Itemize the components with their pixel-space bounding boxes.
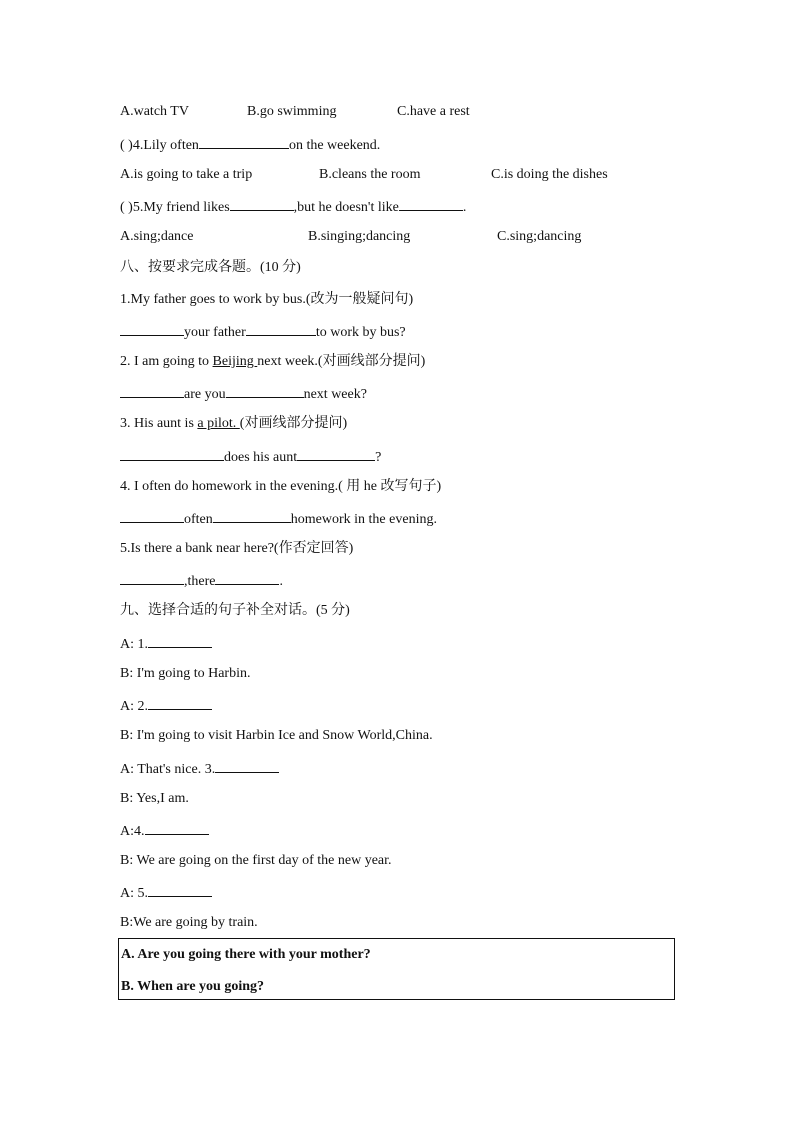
s8-q1-blank-1[interactable] — [120, 321, 184, 336]
s8-q4-blank-2[interactable] — [213, 508, 291, 523]
s8-q2-prompt-post: next week.(对画线部分提问) — [257, 354, 426, 369]
choice-a: A. Are you going there with your mother? — [121, 947, 371, 962]
q3-option-c: C.have a rest — [397, 104, 470, 119]
dialogue-line-3 — [120, 695, 212, 717]
dialogue-line-9 — [120, 882, 212, 904]
dialogue-text: A:4. — [120, 824, 145, 839]
s8-q5-text-end: . — [279, 574, 283, 589]
s8-q3-answer — [120, 446, 381, 468]
dialogue-blank-4[interactable] — [145, 820, 209, 835]
q4-text-after: on the weekend. — [288, 138, 381, 153]
section8-heading: 八、按要求完成各题。(10 分) — [120, 260, 301, 275]
q5-blank-1[interactable] — [230, 196, 294, 211]
s8-q4-blank-1[interactable] — [120, 508, 184, 523]
s8-q3-blank-2[interactable] — [297, 446, 375, 461]
s8-q4-answer — [120, 508, 437, 530]
dialogue-line-10: B:We are going by train. — [120, 915, 258, 930]
q5-option-c: C.sing;dancing — [497, 229, 582, 244]
s8-q1-prompt: 1.My father goes to work by bus.(改为一般疑问句) — [120, 292, 414, 307]
s8-q5-blank-1[interactable] — [120, 570, 184, 585]
dialogue-blank-1[interactable] — [148, 633, 212, 648]
choice-b: B. When are you going? — [121, 979, 265, 994]
dialogue-line-7 — [120, 820, 209, 842]
s8-q4-text-mid: often — [184, 512, 213, 527]
q5-line — [120, 196, 466, 218]
dialogue-line-5 — [120, 758, 279, 780]
dialogue-line-8: B: We are going on the first day of the new year. — [120, 853, 392, 868]
s8-q5-blank-2[interactable] — [215, 570, 279, 585]
section9-heading: 九、选择合适的句子补全对话。(5 分) — [120, 603, 350, 618]
q5-text-after: . — [462, 200, 467, 215]
q3-option-b: B.go swimming — [247, 104, 337, 119]
s8-q3-underlined: a pilot. — [197, 416, 240, 431]
dialogue-text: A: 5. — [120, 886, 148, 901]
s8-q3-prompt — [120, 414, 347, 434]
q5-blank-2[interactable] — [399, 196, 463, 211]
dialogue-text: A: 2. — [120, 699, 148, 714]
q5-text-mid: ,but he doesn't like — [293, 200, 399, 215]
s8-q1-blank-2[interactable] — [246, 321, 316, 336]
dialogue-line-1 — [120, 633, 212, 655]
dialogue-blank-3[interactable] — [215, 758, 279, 773]
dialogue-blank-5[interactable] — [148, 882, 212, 897]
s8-q3-text-mid: does his aunt — [224, 450, 298, 465]
s8-q2-answer — [120, 383, 367, 405]
s8-q3-prompt-post: (对画线部分提问) — [239, 416, 348, 431]
s8-q2-text-mid: are you — [184, 387, 226, 402]
q4-option-a: A.is going to take a trip — [120, 167, 253, 182]
q5-paren[interactable]: ( ) — [120, 200, 133, 215]
q5-text-before: 5.My friend likes — [132, 200, 230, 215]
s8-q2-prompt-pre: 2. I am going to — [120, 354, 213, 369]
s8-q4-prompt: 4. I often do homework in the evening.( 用 he 改写句子) — [120, 479, 442, 494]
s8-q4-text-end: homework in the evening. — [290, 512, 437, 527]
q4-option-c: C.is doing the dishes — [491, 167, 608, 182]
q5-option-a: A.sing;dance — [120, 229, 194, 244]
q4-text-before: 4.Lily often — [132, 138, 199, 153]
dialogue-line-2: B: I'm going to Harbin. — [120, 666, 251, 681]
s8-q2-blank-1[interactable] — [120, 383, 184, 398]
q4-paren[interactable]: ( ) — [120, 138, 133, 153]
s8-q3-text-end: ? — [375, 450, 382, 465]
s8-q1-text-mid: your father — [184, 325, 246, 340]
s8-q1-answer — [120, 321, 406, 343]
s8-q2-underlined: Beijing — [212, 354, 258, 369]
q5-option-b: B.singing;dancing — [308, 229, 411, 244]
q4-line — [120, 134, 380, 156]
q4-option-b: B.cleans the room — [319, 167, 421, 182]
s8-q2-prompt — [120, 352, 425, 372]
s8-q5-answer — [120, 570, 283, 592]
s8-q1-text-end: to work by bus? — [315, 325, 406, 340]
dialogue-blank-2[interactable] — [148, 695, 212, 710]
dialogue-text: A: 1. — [120, 637, 148, 652]
dialogue-line-6: B: Yes,I am. — [120, 791, 189, 806]
s8-q5-prompt: 5.Is there a bank near here?(作否定回答) — [120, 541, 354, 556]
choices-box — [118, 938, 675, 1000]
s8-q2-blank-2[interactable] — [226, 383, 304, 398]
dialogue-text: A: That's nice. 3. — [120, 762, 216, 777]
q3-option-a: A.watch TV — [120, 104, 189, 119]
s8-q3-blank-1[interactable] — [120, 446, 224, 461]
s8-q2-text-end: next week? — [303, 387, 367, 402]
s8-q3-prompt-pre: 3. His aunt is — [120, 416, 198, 431]
q4-blank[interactable] — [199, 134, 289, 149]
s8-q5-text-mid: ,there — [184, 574, 216, 589]
dialogue-line-4: B: I'm going to visit Harbin Ice and Snow World,China. — [120, 728, 433, 743]
